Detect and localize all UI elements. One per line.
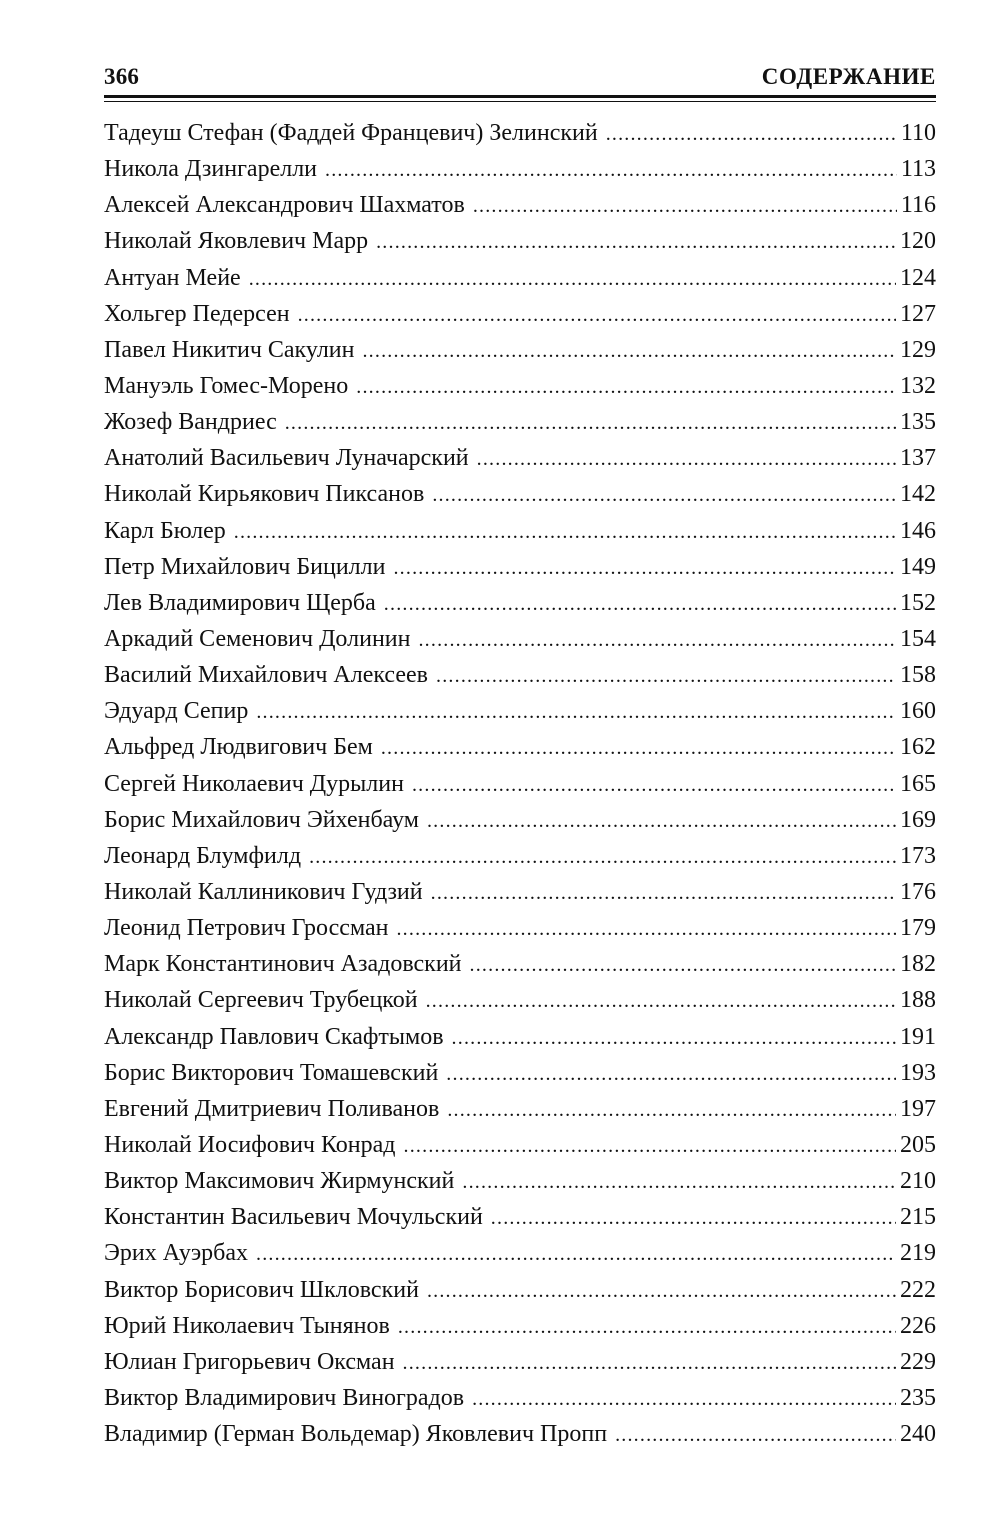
toc-entry-page-number: 188: [900, 987, 936, 1014]
toc-dot-leader: [462, 1164, 896, 1200]
toc-entry-title: Эдуард Сепир: [104, 698, 249, 725]
toc-entry-title: Сергей Николаевич Дурылин: [104, 770, 404, 797]
toc-entry: [104, 1380, 936, 1416]
toc-dot-leader: [285, 405, 896, 441]
toc-dot-leader: [256, 1236, 896, 1272]
toc-entry-title: Жозеф Вандриес: [104, 409, 277, 436]
toc-entry: [104, 1055, 936, 1091]
toc-entry-page-number: 129: [900, 336, 936, 363]
toc-entry: [104, 982, 936, 1018]
toc-entry-title: Константин Васильевич Мочульский: [104, 1204, 483, 1231]
toc-dot-leader: [376, 224, 896, 260]
toc-entry-title: Эрих Ауэрбах: [104, 1240, 248, 1267]
toc-dot-leader: [452, 1020, 896, 1056]
toc-entry-title: Евгений Дмитриевич Поливанов: [104, 1095, 440, 1122]
toc-dot-leader: [606, 116, 897, 152]
toc-dot-leader: [403, 1345, 896, 1381]
toc-entry: [104, 1163, 936, 1199]
toc-entry-page-number: 135: [900, 409, 936, 436]
toc-dot-leader: [362, 333, 896, 369]
toc-entry: [104, 1416, 936, 1452]
toc-entry-title: Виктор Борисович Шкловский: [104, 1276, 419, 1303]
toc-dot-leader: [418, 622, 896, 658]
toc-entry-title: Александр Павлович Скафтымов: [104, 1023, 444, 1050]
running-head: [104, 62, 936, 96]
toc-dot-leader: [396, 911, 896, 947]
toc-entry-title: Леонид Петрович Гроссман: [104, 915, 389, 942]
toc-entry: [104, 404, 936, 440]
toc-entry: [104, 549, 936, 585]
toc-dot-leader: [477, 441, 896, 477]
toc-entry-page-number: 197: [900, 1095, 936, 1122]
toc-entry: [104, 368, 936, 404]
toc-entry-title: Леонард Блумфилд: [104, 842, 302, 869]
toc-entry-title: Василий Михайлович Алексеев: [104, 662, 429, 689]
toc-entry-title: Петр Михайлович Бицилли: [104, 553, 386, 580]
toc-entry-title: Борис Михайлович Эйхенбаум: [104, 806, 419, 833]
toc-entry-title: Виктор Владимирович Виноградов: [104, 1384, 465, 1411]
toc-entry-page-number: 113: [900, 156, 936, 183]
toc-entry: [104, 693, 936, 729]
toc-entry-title: Николай Сергеевич Трубецкой: [104, 987, 418, 1014]
toc-dot-leader: [447, 1092, 896, 1128]
toc-entry-title: Марк Константинович Азадовский: [104, 951, 462, 978]
toc-dot-leader: [249, 261, 896, 297]
toc-dot-leader: [473, 188, 897, 224]
toc-dot-leader: [325, 152, 897, 188]
toc-entry: [104, 1308, 936, 1344]
toc-entry-page-number: 210: [900, 1168, 936, 1195]
toc-entry-title: Николай Кирьякович Пиксанов: [104, 481, 425, 508]
toc-entry-title: Юлиан Григорьевич Оксман: [104, 1348, 395, 1375]
toc-entry: [104, 513, 936, 549]
toc-entry-title: Юрий Николаевич Тынянов: [104, 1312, 390, 1339]
toc-dot-leader: [491, 1200, 896, 1236]
toc-dot-leader: [472, 1381, 896, 1417]
toc-entry: [104, 260, 936, 296]
toc-entry: [104, 1272, 936, 1308]
toc-entry-title: Анатолий Васильевич Луначарский: [104, 445, 469, 472]
toc-entry-title: Николай Иосифович Конрад: [104, 1131, 396, 1158]
toc-dot-leader: [427, 803, 896, 839]
toc-entry-page-number: 191: [900, 1023, 936, 1050]
toc-dot-leader: [432, 477, 896, 513]
toc-entry-page-number: 137: [900, 445, 936, 472]
toc-entry-page-number: 173: [900, 842, 936, 869]
toc-entry: [104, 1019, 936, 1055]
toc-entry-title: Никола Дзингарелли: [104, 156, 318, 183]
toc-entry-page-number: 149: [900, 553, 936, 580]
toc-entry-page-number: 160: [900, 698, 936, 725]
toc-entry-page-number: 127: [900, 300, 936, 327]
toc-entry: [104, 187, 936, 223]
toc-entry-page-number: 229: [900, 1348, 936, 1375]
toc-entry-page-number: 110: [900, 120, 936, 146]
toc-entry-title: Лев Владимирович Щерба: [104, 589, 376, 616]
header-rule-thick: [104, 95, 936, 98]
toc-entry: [104, 874, 936, 910]
toc-entry-title: Тадеуш Стефан (Фаддей Францевич) Зелинский: [104, 120, 598, 146]
toc-entry-page-number: 205: [900, 1131, 936, 1158]
toc-entry-page-number: 165: [900, 770, 936, 797]
toc-entry: [104, 1091, 936, 1127]
toc-entry: [104, 115, 936, 151]
toc-entry-page-number: 176: [900, 878, 936, 905]
toc-entry: [104, 766, 936, 802]
toc-entry-page-number: 222: [900, 1276, 936, 1303]
toc-dot-leader: [384, 586, 896, 622]
toc-entry-title: Антуан Мейе: [104, 264, 241, 291]
toc-entry-title: Алексей Александрович Шахматов: [104, 192, 465, 219]
toc-entry-page-number: 215: [900, 1204, 936, 1231]
toc-entry: [104, 729, 936, 765]
toc-dot-leader: [393, 550, 896, 586]
toc-entry: [104, 657, 936, 693]
toc-entry-page-number: 158: [900, 662, 936, 689]
toc-entry-page-number: 154: [900, 625, 936, 652]
toc-dot-leader: [356, 369, 896, 405]
toc-entry-page-number: 240: [900, 1421, 936, 1448]
toc-entry-title: Павел Никитич Сакулин: [104, 336, 355, 363]
toc-entry: [104, 621, 936, 657]
toc-entry: [104, 1127, 936, 1163]
toc-entry: [104, 838, 936, 874]
toc-entry: [104, 910, 936, 946]
toc-entry-title: Николай Яковлевич Марр: [104, 228, 369, 255]
toc-entry-page-number: 193: [900, 1059, 936, 1086]
toc-entry: [104, 1344, 936, 1380]
toc-entry-page-number: 182: [900, 951, 936, 978]
toc-dot-leader: [470, 947, 896, 983]
toc-entry: [104, 440, 936, 476]
toc-entry: [104, 151, 936, 187]
toc-entry: [104, 802, 936, 838]
section-title: СОДЕРЖАНИЕ: [761, 64, 936, 89]
toc-dot-leader: [427, 1273, 896, 1309]
toc-entry-page-number: 235: [900, 1384, 936, 1411]
toc-entry-page-number: 146: [900, 517, 936, 544]
toc-entry-title: Карл Бюлер: [104, 517, 226, 544]
toc-entry-title: Борис Викторович Томашевский: [104, 1059, 439, 1086]
toc-entry: [104, 476, 936, 512]
toc-entry: [104, 332, 936, 368]
toc-dot-leader: [431, 875, 896, 911]
toc-entry-page-number: 226: [900, 1312, 936, 1339]
toc-entry-page-number: 142: [900, 481, 936, 508]
toc-entry-title: Аркадий Семенович Долинин: [104, 625, 411, 652]
toc-entry-page-number: 219: [900, 1240, 936, 1267]
toc-entry-page-number: 120: [900, 228, 936, 255]
toc-dot-leader: [381, 730, 896, 766]
toc-entry-title: Виктор Максимович Жирмунский: [104, 1168, 455, 1195]
toc-entry-title: Мануэль Гомес-Морено: [104, 372, 349, 399]
toc-dot-leader: [615, 1417, 896, 1453]
toc-entry: [104, 1199, 936, 1235]
toc-entry: [104, 585, 936, 621]
toc-entry-title: Владимир (Герман Вольдемар) Яковлевич Пропп: [104, 1421, 608, 1448]
toc-dot-leader: [398, 1309, 896, 1345]
toc-dot-leader: [309, 839, 896, 875]
toc-entry-page-number: 116: [900, 192, 936, 219]
toc-entry-page-number: 169: [900, 806, 936, 833]
toc-entry-title: Альфред Людвигович Бем: [104, 734, 373, 761]
toc-entry: [104, 296, 936, 332]
toc-dot-leader: [404, 1128, 896, 1164]
table-of-contents: [104, 115, 936, 1452]
toc-entry-page-number: 132: [900, 372, 936, 399]
toc-entry-title: Хольгер Педерсен: [104, 300, 290, 327]
header-rule-thin: [104, 101, 936, 102]
toc-dot-leader: [298, 297, 896, 333]
toc-dot-leader: [412, 767, 896, 803]
toc-dot-leader: [426, 983, 896, 1019]
toc-entry-page-number: 124: [900, 264, 936, 291]
toc-entry: [104, 1235, 936, 1271]
toc-entry-page-number: 162: [900, 734, 936, 761]
toc-dot-leader: [256, 694, 896, 730]
page-number: 366: [104, 64, 140, 89]
toc-entry: [104, 223, 936, 259]
toc-entry: [104, 946, 936, 982]
toc-dot-leader: [234, 514, 896, 550]
toc-entry-page-number: 152: [900, 589, 936, 616]
toc-entry-title: Николай Каллиникович Гудзий: [104, 878, 423, 905]
toc-entry-page-number: 179: [900, 915, 936, 942]
toc-dot-leader: [436, 658, 896, 694]
toc-dot-leader: [446, 1056, 896, 1092]
